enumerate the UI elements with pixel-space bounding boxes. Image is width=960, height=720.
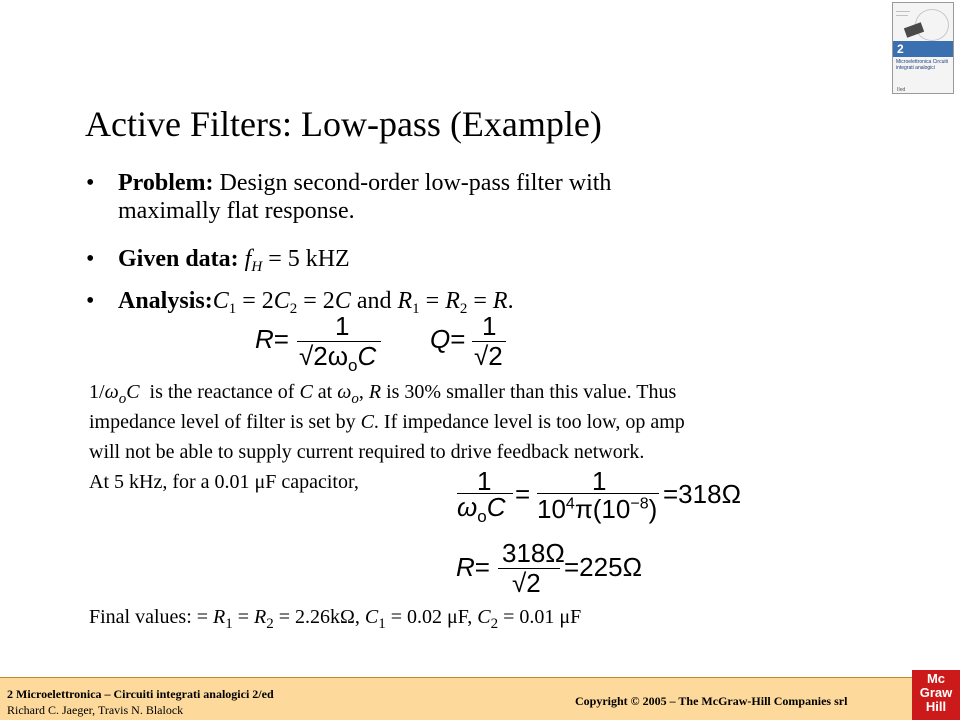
text: . xyxy=(507,288,514,314)
symbol-omega: ω xyxy=(104,381,119,403)
text: 1/ xyxy=(89,381,105,403)
cover-line xyxy=(896,15,908,16)
bullet-dot: • xyxy=(86,170,95,196)
sub: 2 xyxy=(459,301,468,317)
var: C xyxy=(364,606,379,628)
sub: 1 xyxy=(378,616,386,632)
text: impedance level of filter is set by xyxy=(89,411,361,433)
book-cover-thumbnail xyxy=(892,2,954,94)
var-f: f xyxy=(244,246,252,272)
footer-authors: Richard C. Jaeger, Travis N. Blalock xyxy=(7,703,184,717)
formula-denominator: √2 xyxy=(474,341,503,371)
symbol-omega: ω xyxy=(457,492,478,522)
formula-lhs: Q xyxy=(430,324,451,354)
sub: 2 xyxy=(490,616,499,632)
mcgraw-hill-logo xyxy=(912,670,960,720)
formula-sub: o xyxy=(348,356,358,375)
text: = xyxy=(467,288,493,314)
formula-numerator: 318Ω xyxy=(502,538,565,568)
sub: 1 xyxy=(225,616,233,632)
footer-copyright: Copyright © 2005 – The McGraw-Hill Companies srl xyxy=(575,694,848,708)
sub: 1 xyxy=(228,301,237,317)
text: is 30% smaller than this value. Thus xyxy=(381,381,677,403)
bullet-text xyxy=(118,246,350,273)
formula-numerator: 1 xyxy=(477,466,492,496)
formula-numerator: 1 xyxy=(482,311,497,341)
var: C xyxy=(126,381,140,403)
var: C xyxy=(212,288,229,314)
formula-sup: 4 xyxy=(565,495,575,513)
var: C xyxy=(273,288,290,314)
paragraph-line-4: At 5 kHz, for a 0.01 μF capacitor, xyxy=(89,471,359,493)
text: and xyxy=(350,288,398,314)
text: = 0.01 μF xyxy=(498,606,582,628)
sub: 1 xyxy=(412,301,420,317)
formula-den: π(10 xyxy=(574,494,631,524)
bullet-dot: • xyxy=(86,288,95,314)
logo-text: Mc xyxy=(926,671,946,686)
text: = 2.26kΩ, xyxy=(273,606,365,628)
sub: o xyxy=(118,391,127,407)
formula-numerator: 1 xyxy=(335,311,350,341)
sub: 2 xyxy=(289,301,298,317)
formula-sub: o xyxy=(477,507,487,526)
cover-number: 2 xyxy=(897,42,904,56)
logo-text: Graw xyxy=(919,685,953,700)
paragraph-line-1 xyxy=(89,378,676,406)
text: , xyxy=(358,381,369,403)
text: = 0.02 μF, xyxy=(385,606,478,628)
text: = 2 xyxy=(297,288,335,314)
var: R xyxy=(397,288,413,314)
sub: o xyxy=(351,391,359,407)
slide-title: Active Filters: Low-pass (Example) xyxy=(85,104,602,144)
var: R xyxy=(254,606,267,628)
bullet-text xyxy=(118,170,611,197)
symbol-omega: ω xyxy=(337,381,352,403)
formula-eq: = xyxy=(515,479,531,509)
formula-rhs: =225Ω xyxy=(564,552,642,582)
var: C xyxy=(299,381,313,403)
formula-lhs: R xyxy=(255,324,274,354)
logo-text: Hill xyxy=(925,699,947,714)
var: C xyxy=(334,288,351,314)
formula-eq: = xyxy=(474,552,490,582)
formula-reactance xyxy=(455,466,785,536)
formula-r-value xyxy=(456,540,716,604)
var: R xyxy=(492,288,508,314)
formula-denominator: √2 xyxy=(512,568,541,598)
bullet-text xyxy=(118,288,514,315)
text: . If impedance level is too low, op amp xyxy=(373,411,685,433)
formula-lhs: R xyxy=(456,552,475,582)
formula-den: ) xyxy=(648,494,658,524)
var: C xyxy=(360,411,374,433)
text: at xyxy=(312,381,338,403)
sub-h: H xyxy=(251,259,263,275)
sub: 2 xyxy=(266,616,274,632)
cover-edition: IIed xyxy=(897,87,906,93)
cover-title: Microelettronica Circuiti integrati analogici xyxy=(896,59,948,71)
bullet-body-continued: maximally flat response. xyxy=(118,198,355,224)
var: R xyxy=(445,288,460,314)
formula-eq: = xyxy=(450,324,466,354)
text: = xyxy=(419,288,446,314)
cover-line xyxy=(896,11,910,12)
formula-rhs: =318Ω xyxy=(663,479,741,509)
footer-bar xyxy=(0,677,960,720)
text: = 2 xyxy=(236,288,274,314)
formula-sup: −8 xyxy=(630,495,649,513)
text: = xyxy=(232,606,255,628)
bullet-body: Design second-order low-pass filter with xyxy=(213,170,612,196)
bullet-body: = 5 kHZ xyxy=(262,246,350,272)
text: Final values: = xyxy=(89,606,214,628)
formula-q xyxy=(430,313,520,373)
text: is the reactance of xyxy=(139,381,300,403)
bullet-label: Analysis: xyxy=(118,288,213,314)
formula-var: C xyxy=(486,492,506,522)
footer-book-title: 2 Microelettronica – Circuiti integrati analogici 2/ed xyxy=(7,687,274,701)
formula-r xyxy=(255,313,385,373)
var: R xyxy=(213,606,226,628)
formula-numerator: 1 xyxy=(592,466,607,496)
paragraph-line-3: will not be able to supply current required to drive feedback network. xyxy=(89,441,645,463)
var: R xyxy=(368,381,382,403)
bullet-label: Given data: xyxy=(118,246,239,272)
formula-denominator: √2ω xyxy=(299,341,349,371)
final-values xyxy=(89,603,581,631)
bullet-label: Problem: xyxy=(118,170,214,196)
bullet-dot: • xyxy=(86,246,95,272)
var: C xyxy=(477,606,491,628)
formula-var: C xyxy=(357,341,377,371)
paragraph-line-2 xyxy=(89,408,685,436)
formula-eq: = xyxy=(273,324,289,354)
formula-den: 10 xyxy=(537,494,566,524)
